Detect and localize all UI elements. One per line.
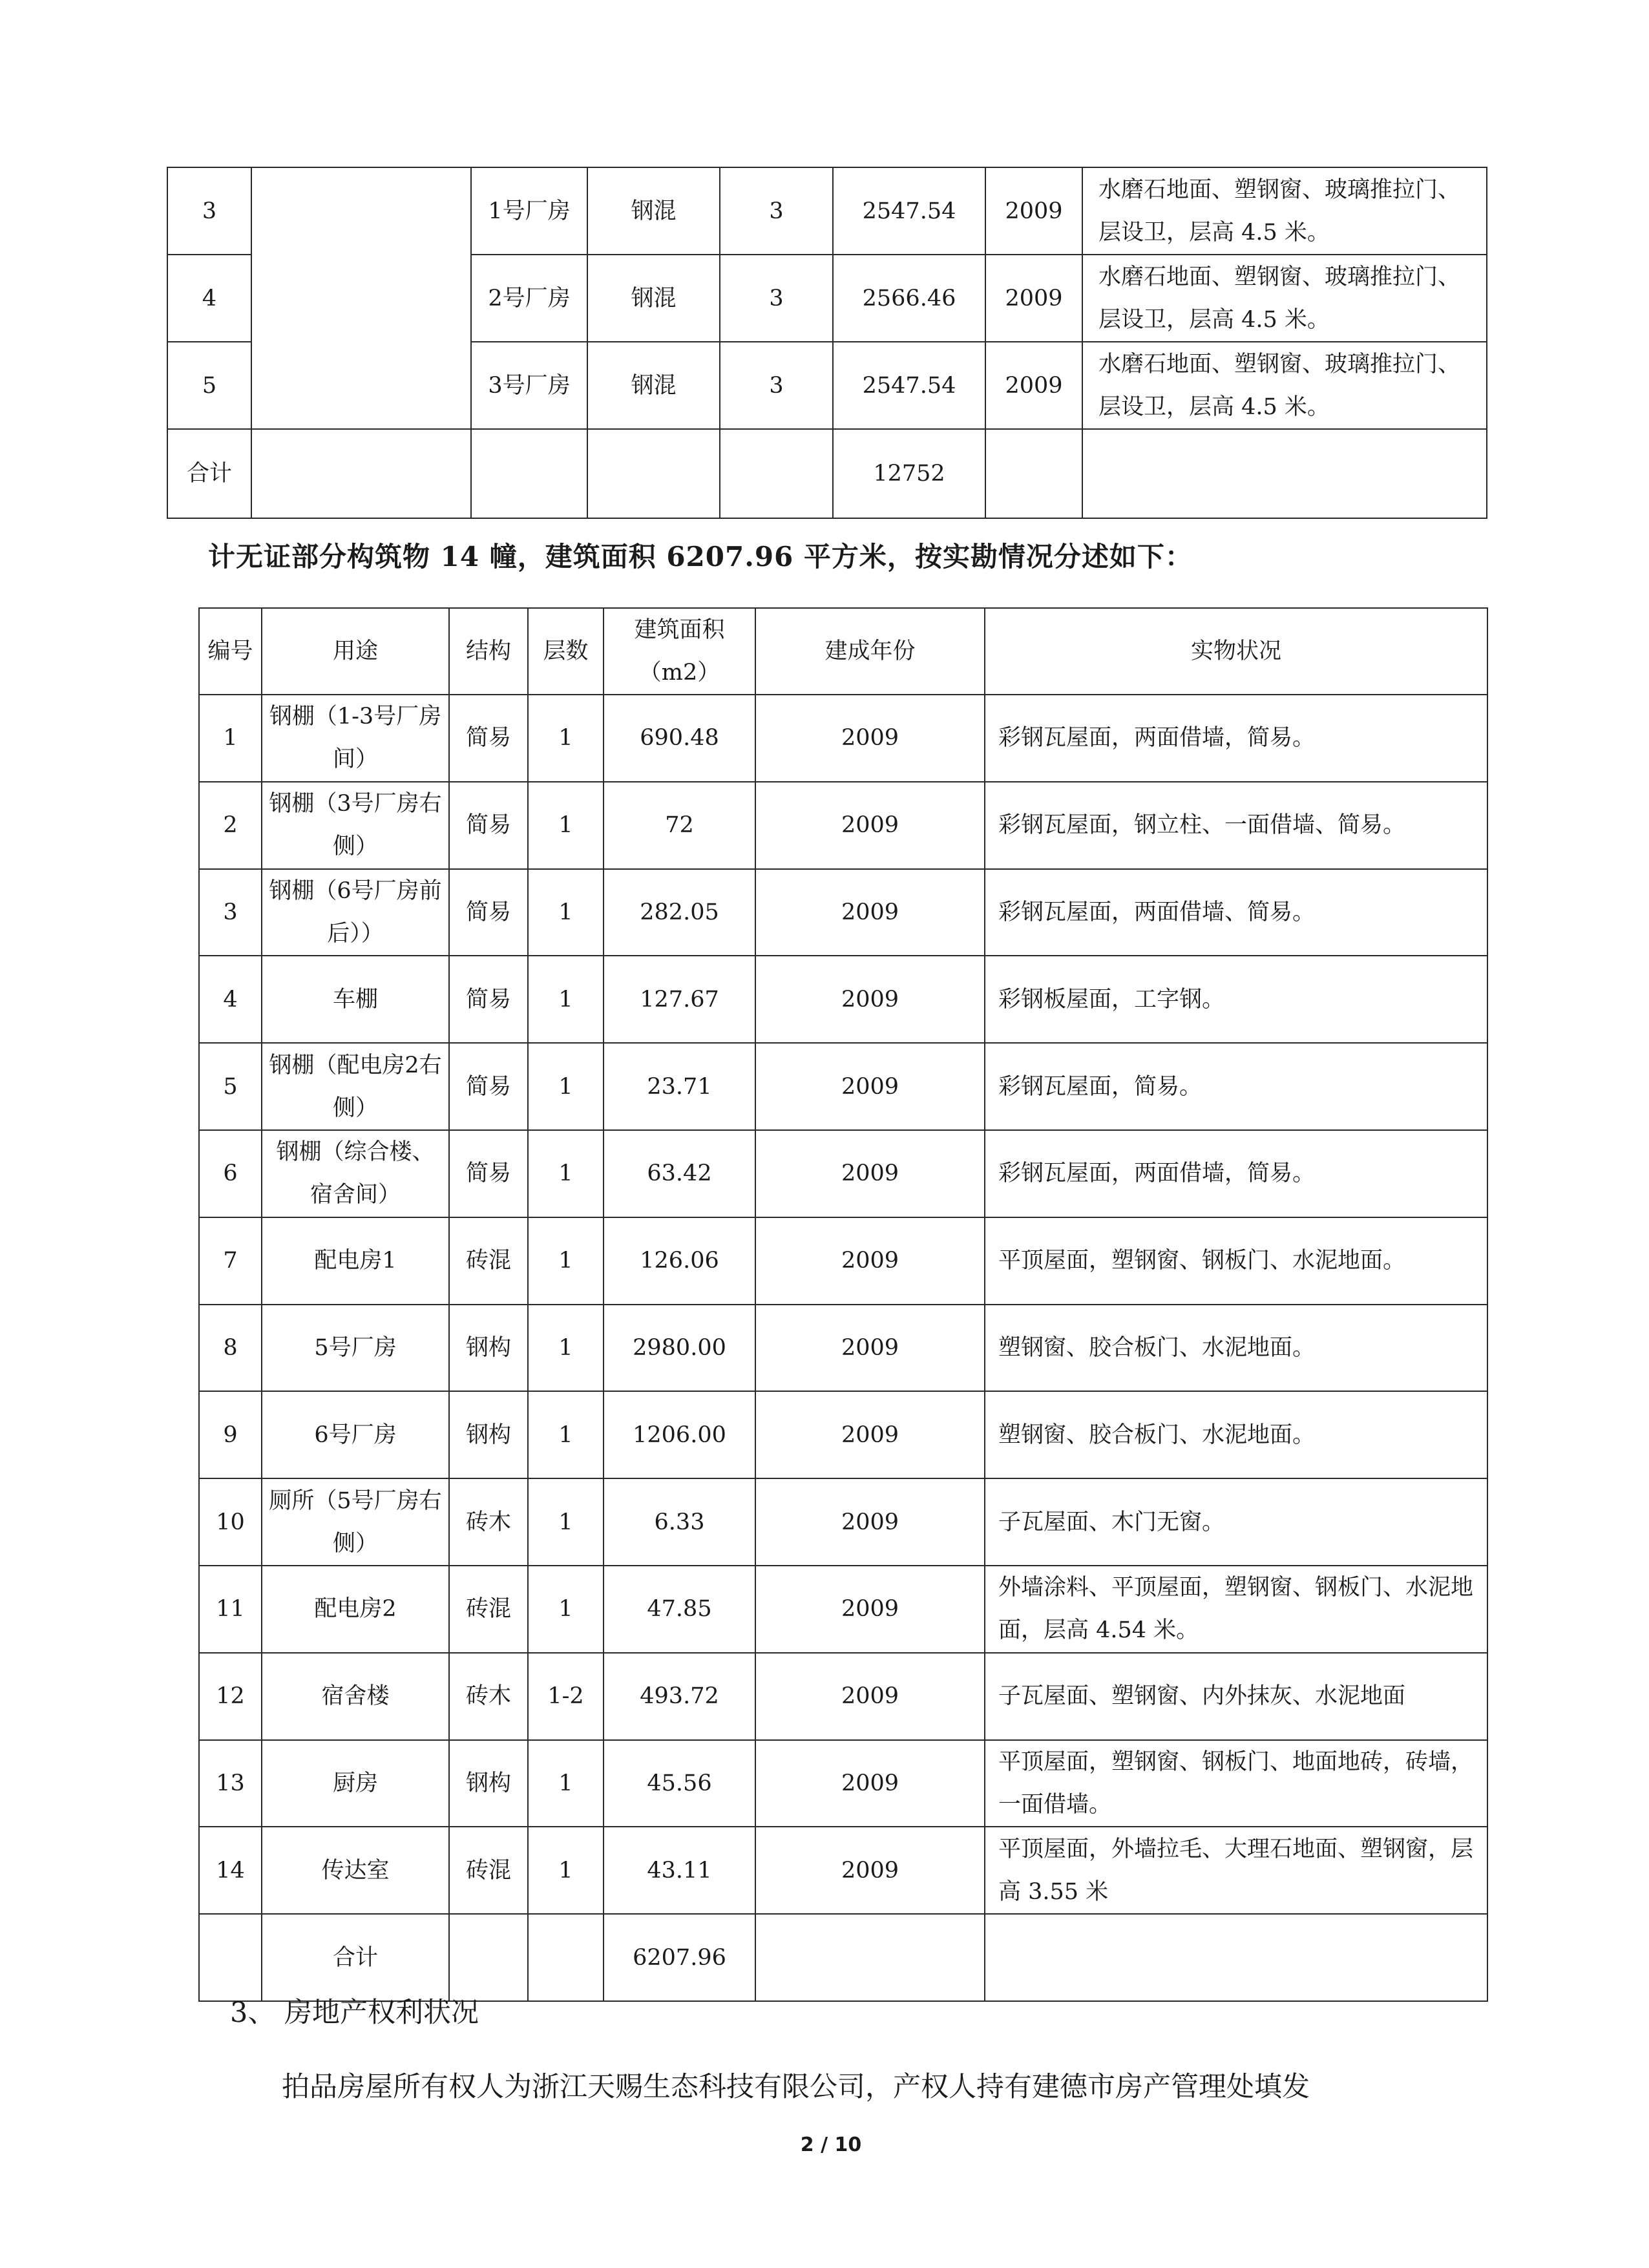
- total-area: 12752: [833, 429, 985, 518]
- table-row: [199, 782, 1487, 869]
- cell-use: 配电房1: [262, 1217, 449, 1305]
- cell-status: 子瓦屋面、木门无窗。: [985, 1478, 1487, 1566]
- table-row: [199, 1827, 1487, 1914]
- cell-floors: 3: [720, 255, 833, 342]
- cell-desc: 水磨石地面、塑钢窗、玻璃推拉门、层设卫，层高 4.5 米。: [1082, 255, 1487, 342]
- unlicensed-structures-table: [198, 607, 1488, 2002]
- cell-year: 2009: [985, 342, 1082, 429]
- cell-area: 2547.54: [833, 167, 985, 255]
- cell-status: 平顶屋面，塑钢窗、钢板门、地面地砖，砖墙，一面借墙。: [985, 1740, 1487, 1827]
- cell-floors: 1: [528, 1043, 604, 1130]
- table-header-row: [199, 608, 1487, 695]
- total-label: 合计: [167, 429, 251, 518]
- cell-area: 6.33: [604, 1478, 755, 1566]
- cell-area: 2980.00: [604, 1305, 755, 1392]
- cell-use: 钢棚（3号厂房右侧）: [262, 782, 449, 869]
- cell-no: 4: [199, 956, 262, 1043]
- cell-area: 47.85: [604, 1566, 755, 1653]
- cell-status: 彩钢板屋面，工字钢。: [985, 956, 1487, 1043]
- cell-area: 1206.00: [604, 1391, 755, 1478]
- cell-name: 3号厂房: [471, 342, 587, 429]
- cell-use: 钢棚（综合楼、宿舍间）: [262, 1130, 449, 1217]
- cell-floors: 1: [528, 956, 604, 1043]
- cell-floors: 1: [528, 1566, 604, 1653]
- cell-status: 彩钢瓦屋面，两面借墙、简易。: [985, 869, 1487, 956]
- header-use: 用途: [262, 608, 449, 695]
- cell-year: 2009: [755, 1740, 985, 1827]
- cell-year: 2009: [985, 167, 1082, 255]
- cell-structure: 砖混: [449, 1566, 528, 1653]
- table-row: [199, 1305, 1487, 1392]
- cell-floors: 3: [720, 342, 833, 429]
- cell-area: 2566.46: [833, 255, 985, 342]
- cell-use: 5号厂房: [262, 1305, 449, 1392]
- cell-merged: [251, 342, 471, 429]
- cell-area: 127.67: [604, 956, 755, 1043]
- cell-structure: 钢混: [587, 167, 720, 255]
- header-area: 建筑面积（m2）: [604, 608, 755, 695]
- table-row: [199, 695, 1487, 782]
- table-row: [199, 1653, 1487, 1740]
- table-row: [199, 1217, 1487, 1305]
- cell-no: 1: [199, 695, 262, 782]
- certified-buildings-table: [167, 167, 1487, 519]
- cell-desc: 水磨石地面、塑钢窗、玻璃推拉门、层设卫，层高 4.5 米。: [1082, 167, 1487, 255]
- cell-year: 2009: [985, 255, 1082, 342]
- cell-no: 11: [199, 1566, 262, 1653]
- cell-no: 8: [199, 1305, 262, 1392]
- cell-name: 2号厂房: [471, 255, 587, 342]
- cell-floors: 1: [528, 1130, 604, 1217]
- cell-floors: 1: [528, 1391, 604, 1478]
- table-row: [199, 1566, 1487, 1653]
- cell-structure: 钢构: [449, 1740, 528, 1827]
- cell-status: 彩钢瓦屋面，钢立柱、一面借墙、简易。: [985, 782, 1487, 869]
- table-row: [167, 342, 1487, 429]
- cell-structure: 简易: [449, 869, 528, 956]
- cell-status: 塑钢窗、胶合板门、水泥地面。: [985, 1391, 1487, 1478]
- section-title: 3、 房地产权利状况: [230, 1997, 479, 2029]
- cell-year: 2009: [755, 782, 985, 869]
- header-no: 编号: [199, 608, 262, 695]
- cell-year: 2009: [755, 1478, 985, 1566]
- cell-no: 4: [167, 255, 251, 342]
- cell-structure: 简易: [449, 1043, 528, 1130]
- cell-floors: 1: [528, 1478, 604, 1566]
- cell-structure: 钢构: [449, 1305, 528, 1392]
- cell-use: 钢棚（1-3号厂房间）: [262, 695, 449, 782]
- cell-status: 彩钢瓦屋面，两面借墙，简易。: [985, 695, 1487, 782]
- cell-no: 9: [199, 1391, 262, 1478]
- cell-structure: 简易: [449, 1130, 528, 1217]
- header-floors: 层数: [528, 608, 604, 695]
- total-row: [199, 1914, 1487, 2001]
- cell-merged: [251, 255, 471, 342]
- header-structure: 结构: [449, 608, 528, 695]
- cell-floors: 1: [528, 782, 604, 869]
- cell-year: 2009: [755, 1391, 985, 1478]
- cell-structure: 钢混: [587, 255, 720, 342]
- header-status: 实物状况: [985, 608, 1487, 695]
- cell-use: 钢棚（配电房2右侧）: [262, 1043, 449, 1130]
- cell-year: 2009: [755, 1566, 985, 1653]
- table-row: [167, 167, 1487, 255]
- header-year: 建成年份: [755, 608, 985, 695]
- cell-area: 493.72: [604, 1653, 755, 1740]
- cell-year: 2009: [755, 1305, 985, 1392]
- cell-no: 3: [199, 869, 262, 956]
- table-row: [199, 1391, 1487, 1478]
- cell-status: 平顶屋面，塑钢窗、钢板门、水泥地面。: [985, 1217, 1487, 1305]
- cell-use: 厨房: [262, 1740, 449, 1827]
- total-row: [167, 429, 1487, 518]
- cell-area: 690.48: [604, 695, 755, 782]
- cell-floors: 1: [528, 1740, 604, 1827]
- cell-floors: 1: [528, 695, 604, 782]
- body-paragraph: 拍品房屋所有权人为浙江天赐生态科技有限公司，产权人持有建德市房产管理处填发: [282, 2071, 1310, 2103]
- cell-status: 外墙涂料、平顶屋面，塑钢窗、钢板门、水泥地面，层高 4.54 米。: [985, 1566, 1487, 1653]
- cell-year: 2009: [755, 695, 985, 782]
- cell-no: 7: [199, 1217, 262, 1305]
- cell-no: 12: [199, 1653, 262, 1740]
- cell-floors: 3: [720, 167, 833, 255]
- cell-area: 45.56: [604, 1740, 755, 1827]
- cell-status: 塑钢窗、胶合板门、水泥地面。: [985, 1305, 1487, 1392]
- cell-use: 配电房2: [262, 1566, 449, 1653]
- cell-structure: 简易: [449, 956, 528, 1043]
- cell-no: 2: [199, 782, 262, 869]
- cell-area: 72: [604, 782, 755, 869]
- cell-structure: 钢混: [587, 342, 720, 429]
- cell-area: 126.06: [604, 1217, 755, 1305]
- cell-structure: 砖木: [449, 1478, 528, 1566]
- cell-no: 14: [199, 1827, 262, 1914]
- cell-desc: 水磨石地面、塑钢窗、玻璃推拉门、层设卫，层高 4.5 米。: [1082, 342, 1487, 429]
- cell-floors: 1: [528, 869, 604, 956]
- cell-floors: 1: [528, 1305, 604, 1392]
- cell-year: 2009: [755, 869, 985, 956]
- cell-structure: 简易: [449, 695, 528, 782]
- cell-use: 传达室: [262, 1827, 449, 1914]
- cell-area: 63.42: [604, 1130, 755, 1217]
- table-row: [199, 1043, 1487, 1130]
- cell-area: 2547.54: [833, 342, 985, 429]
- cell-year: 2009: [755, 1653, 985, 1740]
- cell-merged: [251, 167, 471, 255]
- table-row: [199, 1130, 1487, 1217]
- cell-no: 5: [199, 1043, 262, 1130]
- cell-status: 子瓦屋面、塑钢窗、内外抹灰、水泥地面: [985, 1653, 1487, 1740]
- cell-status: 彩钢瓦屋面，两面借墙，简易。: [985, 1130, 1487, 1217]
- cell-use: 厕所（5号厂房右侧）: [262, 1478, 449, 1566]
- cell-use: 6号厂房: [262, 1391, 449, 1478]
- cell-floors: 1-2: [528, 1653, 604, 1740]
- cell-structure: 简易: [449, 782, 528, 869]
- cell-year: 2009: [755, 1217, 985, 1305]
- cell-year: 2009: [755, 1043, 985, 1130]
- table-row: [199, 869, 1487, 956]
- table-row: [199, 1740, 1487, 1827]
- page-number: 2 / 10: [800, 2134, 862, 2156]
- table-row: [199, 1478, 1487, 1566]
- cell-use: 钢棚（6号厂房前后））: [262, 869, 449, 956]
- cell-area: 23.71: [604, 1043, 755, 1130]
- cell-structure: 砖混: [449, 1827, 528, 1914]
- cell-no: 13: [199, 1740, 262, 1827]
- section-heading: 计无证部分构筑物 14 幢，建筑面积 6207.96 平方米，按实勘情况分述如下：: [208, 541, 1193, 572]
- cell-use: 车棚: [262, 956, 449, 1043]
- cell-year: 2009: [755, 1827, 985, 1914]
- cell-area: 43.11: [604, 1827, 755, 1914]
- cell-area: 282.05: [604, 869, 755, 956]
- cell-year: 2009: [755, 1130, 985, 1217]
- cell-status: 彩钢瓦屋面，简易。: [985, 1043, 1487, 1130]
- cell-no: 10: [199, 1478, 262, 1566]
- cell-no: 3: [167, 167, 251, 255]
- total-area: 6207.96: [604, 1914, 755, 2001]
- cell-name: 1号厂房: [471, 167, 587, 255]
- cell-use: 宿舍楼: [262, 1653, 449, 1740]
- cell-structure: 砖木: [449, 1653, 528, 1740]
- cell-structure: 钢构: [449, 1391, 528, 1478]
- cell-floors: 1: [528, 1217, 604, 1305]
- table-row: [199, 956, 1487, 1043]
- table-row: [167, 255, 1487, 342]
- cell-year: 2009: [755, 956, 985, 1043]
- side-seal-stamp: [1615, 1363, 1635, 1577]
- total-label: 合计: [262, 1914, 449, 2001]
- cell-no: 5: [167, 342, 251, 429]
- cell-no: 6: [199, 1130, 262, 1217]
- cell-status: 平顶屋面，外墙拉毛、大理石地面、塑钢窗，层高 3.55 米: [985, 1827, 1487, 1914]
- cell-floors: 1: [528, 1827, 604, 1914]
- cell-structure: 砖混: [449, 1217, 528, 1305]
